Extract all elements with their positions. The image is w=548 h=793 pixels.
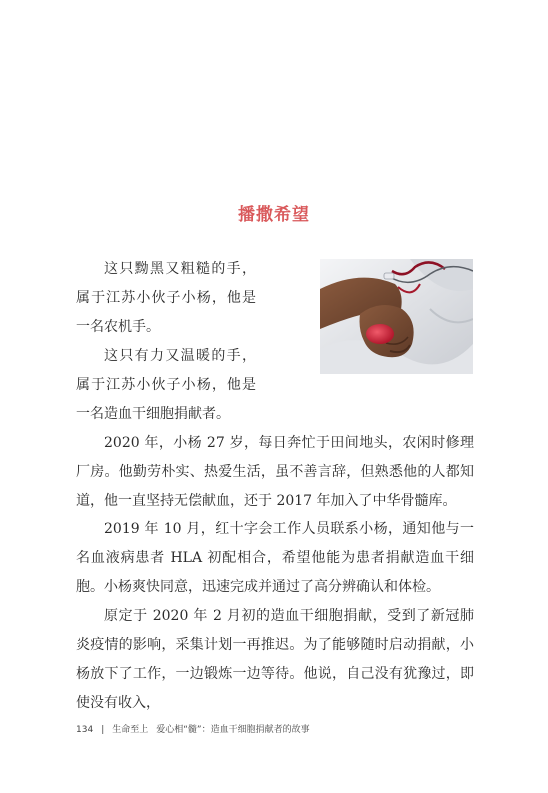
page-number: 134: [76, 725, 94, 735]
footer-separator: |: [101, 725, 105, 735]
section-title: 播撒希望: [238, 205, 310, 225]
page-footer: [76, 722, 310, 735]
book-title: 爱心相“髓”：造血干细胞捐献者的故事: [156, 725, 310, 735]
paragraph-2: 这只有力又温暖的手，属于江苏小伙子小杨，他是一名造血干细胞捐献者。: [76, 348, 256, 422]
paragraph-5: 原定于 2020 年 2 月初的造血干细胞捐献，受到了新冠肺炎疫情的影响，采集计划一再推迟。为了能够随时启动捐献，小杨放下了工作，一边锻炼一边等待。他说，自己没有犹豫过，即使没有收入，: [76, 608, 474, 711]
section-name: 生命至上: [112, 725, 149, 735]
paragraph-1: 这只黝黑又粗糙的手，属于江苏小伙子小杨，他是一名农机手。: [76, 261, 256, 335]
paragraph-4: 2019 年 10 月，红十字会工作人员联系小杨，通知他与一名血液病患者 HLA 初配相合，希望他能为患者捐献造血干细胞。小杨爽快同意，迅速完成并通过了高分辨确认和体检。: [76, 521, 474, 595]
paragraph-3: 2020 年，小杨 27 岁，每日奔忙于田间地头，农闲时修理厂房。他勤劳朴实、热爱生活，虽不善言辞，但熟悉他的人都知道，他一直坚持无偿献血，还于 2017 年加入了中华骨髓库。: [76, 435, 474, 509]
donation-photo: [320, 259, 473, 374]
